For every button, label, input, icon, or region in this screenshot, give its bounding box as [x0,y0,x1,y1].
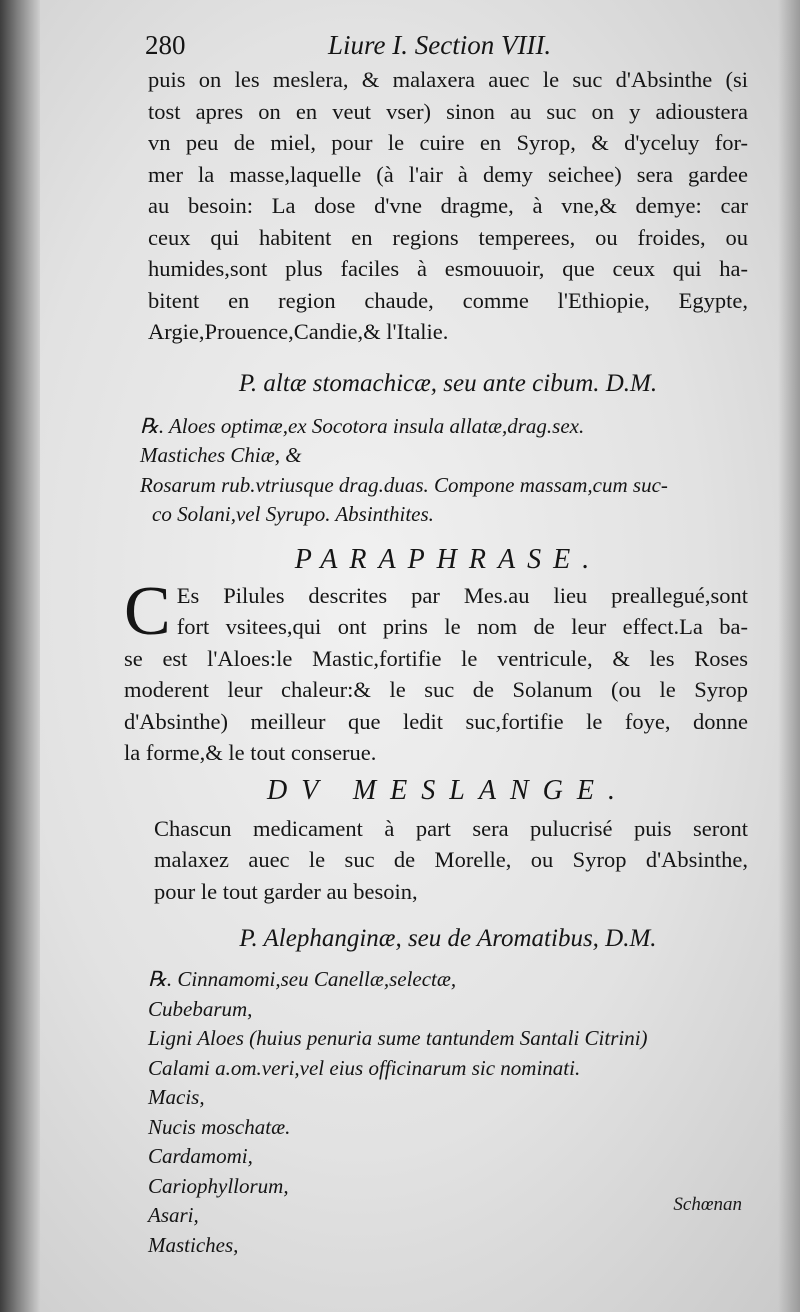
text-line: ceux qui habitent en regions temperees, ou froides, ou [148,224,748,250]
text-line: d'Absinthe) meilleur que ledit suc,fortifie le foye, donne [124,708,748,734]
text-line: Argie,Prouence,Candie,& l'Italie. [148,319,449,344]
paraphrase-paragraph [124,572,748,769]
text-line: la forme,& le tout conserue. [124,740,377,765]
recipe-line: Ligni Aloes (huius penuria sume tantundem Santali Citrini) [148,1026,648,1050]
text-line: se est l'Aloes:le Mastic,fortifie le ventricule, & les Roses [124,645,748,671]
running-head [145,30,748,72]
page-number: 280 [145,30,186,60]
text-line: au besoin: La dose d'vne dragme, à vne,& demye: car [148,193,748,218]
recipe-line: Cariophyllorum, [148,1173,289,1198]
catchword: Schœnan [673,1194,742,1215]
text-line: fort vsitees,qui ont prins le nom de leur effect.La ba- [176,614,748,639]
text-line: tost apres on en veut vser) sinon au suc on y adioustera [148,98,748,124]
running-head-title: Liure I. Section VIII. [328,30,552,60]
text-line: Es Pilules descrites par Mes.au lieu preallegué,sont [176,582,748,608]
text-line: humides,sont plus faciles à esmouuoir, que ceux qui ha- [148,256,748,281]
recipe-line: Mastiches Chiæ, & [140,443,302,467]
recipe-line: Macis, [148,1085,205,1109]
recipe-line: Nucis moschatæ. [148,1114,291,1139]
recipe-line: Calami a.om.veri,vel eius officinarum sic nominati. [148,1055,581,1080]
recipe-line: Cardamomi, [148,1144,253,1168]
text-line: pour le tout garder au besoin, [154,878,418,904]
drop-capital: C [124,572,171,650]
page-gutter-shadow [0,0,40,1312]
text-line: puis on les meslera, & malaxera auec le suc d'Absinthe (si [148,67,748,92]
text-line: Chascun medicament à part sera pulucrisé puis seront [154,815,748,841]
recipe-line: ℞. Cinnamomi,seu Canellæ,selectæ, [148,967,457,991]
recipe-line: Rosarum rub.vtriusque drag.duas. Compone massam,cum suc- [140,472,668,497]
recipe-line: co Solani,vel Syrupo. Absinthites. [152,502,434,526]
intro-paragraph [148,64,748,348]
recipe-line: Cubebarum, [148,996,253,1021]
recipe-line: ℞. Aloes optimæ,ex Socotora insula allatæ,drag.sex. [140,413,585,438]
paraphrase-heading: PARAPHRASE. [294,543,602,575]
text-line: mer la masse,laquelle (à l'air à demy seichee) sera gardee [148,161,748,187]
recipe-line: Mastiches, [148,1232,239,1257]
page-edge-shadow [778,0,800,1312]
meslange-heading: DV MESLANGE. [267,774,629,806]
recipe1-ingredients [140,412,748,530]
page-content [124,30,748,1260]
text-line: moderent leur chaleur:& le suc de Solanum (ou le Syrop [124,677,748,702]
recipe2-ingredients [148,965,748,1260]
text-line: vn peu de miel, pour le cuire en Syrop, & d'yceluy for- [148,130,748,155]
text-line: malaxez auec le suc de Morelle, ou Syrop d'Absinthe, [154,847,748,872]
recipe-line: Asari, [148,1203,199,1227]
recipe1-title: P. altæ stomachicæ, seu ante cibum. D.M. [238,369,658,397]
meslange-paragraph [154,813,748,908]
recipe2-title: P. Alephanginæ, seu de Aromatibus, D.M. [239,925,657,952]
text-line: bitent en region chaude, comme l'Ethiopie, Egypte, [148,287,748,313]
